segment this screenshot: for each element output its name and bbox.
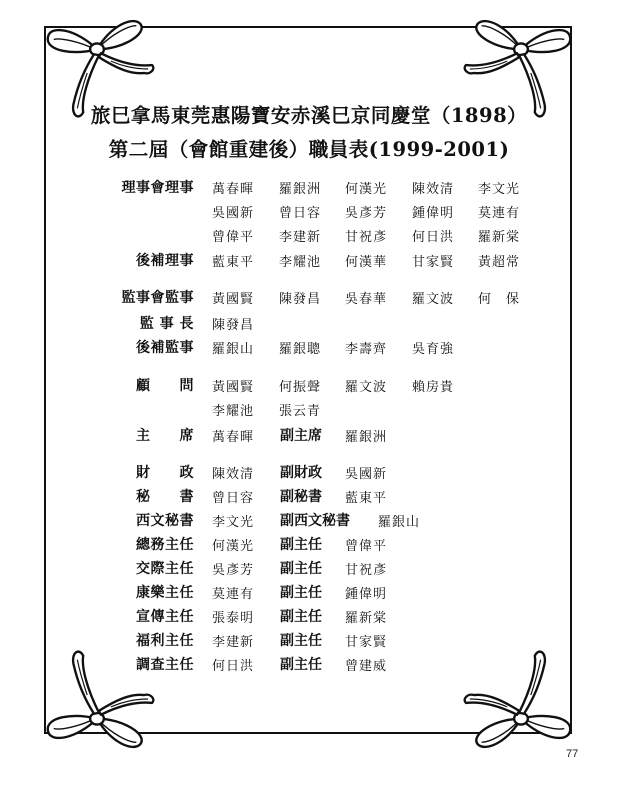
roster-vice-name: 曾偉平 bbox=[345, 539, 388, 554]
page-number: 77 bbox=[566, 748, 579, 760]
roster-role-label: 理事會理事 bbox=[121, 180, 194, 196]
roster-member-name: 陳發昌 bbox=[279, 292, 322, 307]
roster-member-name: 吳育強 bbox=[412, 342, 455, 357]
roster-member-name: 李耀池 bbox=[212, 404, 255, 419]
roster-vice-name: 羅銀山 bbox=[378, 515, 421, 530]
roster-member-name: 羅文波 bbox=[345, 380, 388, 395]
roster-member-name: 李耀池 bbox=[279, 255, 322, 270]
roster-member-name: 萬春暉 bbox=[212, 182, 255, 197]
roster-member-name: 李建新 bbox=[279, 230, 322, 245]
roster-role-label: 總務主任 bbox=[136, 537, 194, 553]
roster-member-name: 李文光 bbox=[212, 515, 255, 530]
roster-vice-role-label: 副主任 bbox=[280, 537, 322, 553]
roster-vice-role-label: 副主席 bbox=[280, 428, 322, 444]
roster-member-name: 黃超常 bbox=[478, 255, 521, 270]
roster-role-label: 福利主任 bbox=[136, 633, 194, 649]
roster-vice-name: 吳國新 bbox=[345, 467, 388, 482]
roster-vice-role-label: 副主任 bbox=[280, 561, 322, 577]
roster-member-name: 羅新棠 bbox=[478, 230, 521, 245]
roster-vice-name: 藍東平 bbox=[345, 491, 388, 506]
roster-member-name: 陳效清 bbox=[412, 182, 455, 197]
roster-member-name: 萬春暉 bbox=[212, 430, 255, 445]
roster-vice-name: 甘祝彥 bbox=[345, 563, 388, 578]
roster-vice-role-label: 副主任 bbox=[280, 609, 322, 625]
roster-member-name: 陳發昌 bbox=[212, 318, 255, 333]
roster-vice-role-label: 副主任 bbox=[280, 657, 322, 673]
roster-member-name: 何漢光 bbox=[212, 539, 255, 554]
roster-member-name: 吳彥芳 bbox=[345, 206, 388, 221]
roster-member-name: 吳國新 bbox=[212, 206, 255, 221]
roster-vice-role-label: 副主任 bbox=[280, 633, 322, 649]
roster-role-label: 監事會監事 bbox=[121, 290, 194, 306]
roster-member-name: 曾日容 bbox=[279, 206, 322, 221]
roster-vice-role-label: 副西文秘書 bbox=[280, 513, 350, 529]
roster-member-name: 賴房貴 bbox=[412, 380, 455, 395]
roster-member-name: 莫連有 bbox=[478, 206, 521, 221]
roster-member-name: 藍東平 bbox=[212, 255, 255, 270]
roster-role-label: 後補監事 bbox=[136, 340, 194, 356]
roster-member-name: 羅銀山 bbox=[212, 342, 255, 357]
roster-member-name: 黃國賢 bbox=[212, 292, 255, 307]
roster-member-name: 吳彥芳 bbox=[212, 563, 255, 578]
roster-member-name: 何漢光 bbox=[345, 182, 388, 197]
roster-vice-role-label: 副秘書 bbox=[280, 489, 322, 505]
roster-role-label: 調查主任 bbox=[136, 657, 194, 673]
roster-role-label: 康樂主任 bbox=[136, 585, 194, 601]
roster-member-name: 莫連有 bbox=[212, 587, 255, 602]
roster-role-label: 後補理事 bbox=[136, 253, 194, 269]
roster-vice-role-label: 副財政 bbox=[280, 465, 322, 481]
roster-role-label: 主 席 bbox=[136, 428, 194, 444]
roster-role-label: 宣傳主任 bbox=[136, 609, 194, 625]
roster-member-name: 張云青 bbox=[279, 404, 322, 419]
roster-member-name: 何日洪 bbox=[412, 230, 455, 245]
roster-role-label: 西文秘書 bbox=[136, 513, 194, 529]
roster-member-name: 何漢華 bbox=[345, 255, 388, 270]
roster-role-label: 財 政 bbox=[136, 465, 194, 481]
roster-member-name: 何日洪 bbox=[212, 659, 255, 674]
roster-member-name: 張泰明 bbox=[212, 611, 255, 626]
roster-vice-role-label: 副主任 bbox=[280, 585, 322, 601]
roster-member-name: 甘家賢 bbox=[412, 255, 455, 270]
roster-member-name: 羅銀聰 bbox=[279, 342, 322, 357]
roster-member-name: 黃國賢 bbox=[212, 380, 255, 395]
roster-role-label: 顧 問 bbox=[136, 378, 194, 394]
roster-member-name: 陳效清 bbox=[212, 467, 255, 482]
roster-role-label: 交際主任 bbox=[136, 561, 194, 577]
roster-member-name: 李文光 bbox=[478, 182, 521, 197]
roster-member-name: 羅文波 bbox=[412, 292, 455, 307]
roster-member-name: 吳春華 bbox=[345, 292, 388, 307]
page-title: 旅巳拿馬東莞惠陽寶安赤溪巳京同慶堂（1898） bbox=[90, 104, 528, 127]
roster-vice-name: 羅銀洲 bbox=[345, 430, 388, 445]
roster-member-name: 鍾偉明 bbox=[412, 206, 455, 221]
roster-member-name: 李建新 bbox=[212, 635, 255, 650]
roster-member-name: 羅銀洲 bbox=[279, 182, 322, 197]
roster-vice-name: 羅新棠 bbox=[345, 611, 388, 626]
roster-vice-name: 曾建威 bbox=[345, 659, 388, 674]
roster-member-name: 曾偉平 bbox=[212, 230, 255, 245]
roster-member-name: 甘祝彥 bbox=[345, 230, 388, 245]
roster-role-label: 監 事 長 bbox=[139, 316, 194, 332]
roster-member-name: 李壽齊 bbox=[345, 342, 388, 357]
roster-member-name: 何振聲 bbox=[279, 380, 322, 395]
roster-vice-name: 甘家賢 bbox=[345, 635, 388, 650]
roster-member-name: 曾日容 bbox=[212, 491, 255, 506]
roster-role-label: 秘 書 bbox=[136, 489, 194, 505]
page-subtitle: 第二屆（會館重建後）職員表(1999-2001) bbox=[108, 138, 510, 161]
roster-member-name: 何 保 bbox=[478, 292, 521, 307]
roster-vice-name: 鍾偉明 bbox=[345, 587, 388, 602]
